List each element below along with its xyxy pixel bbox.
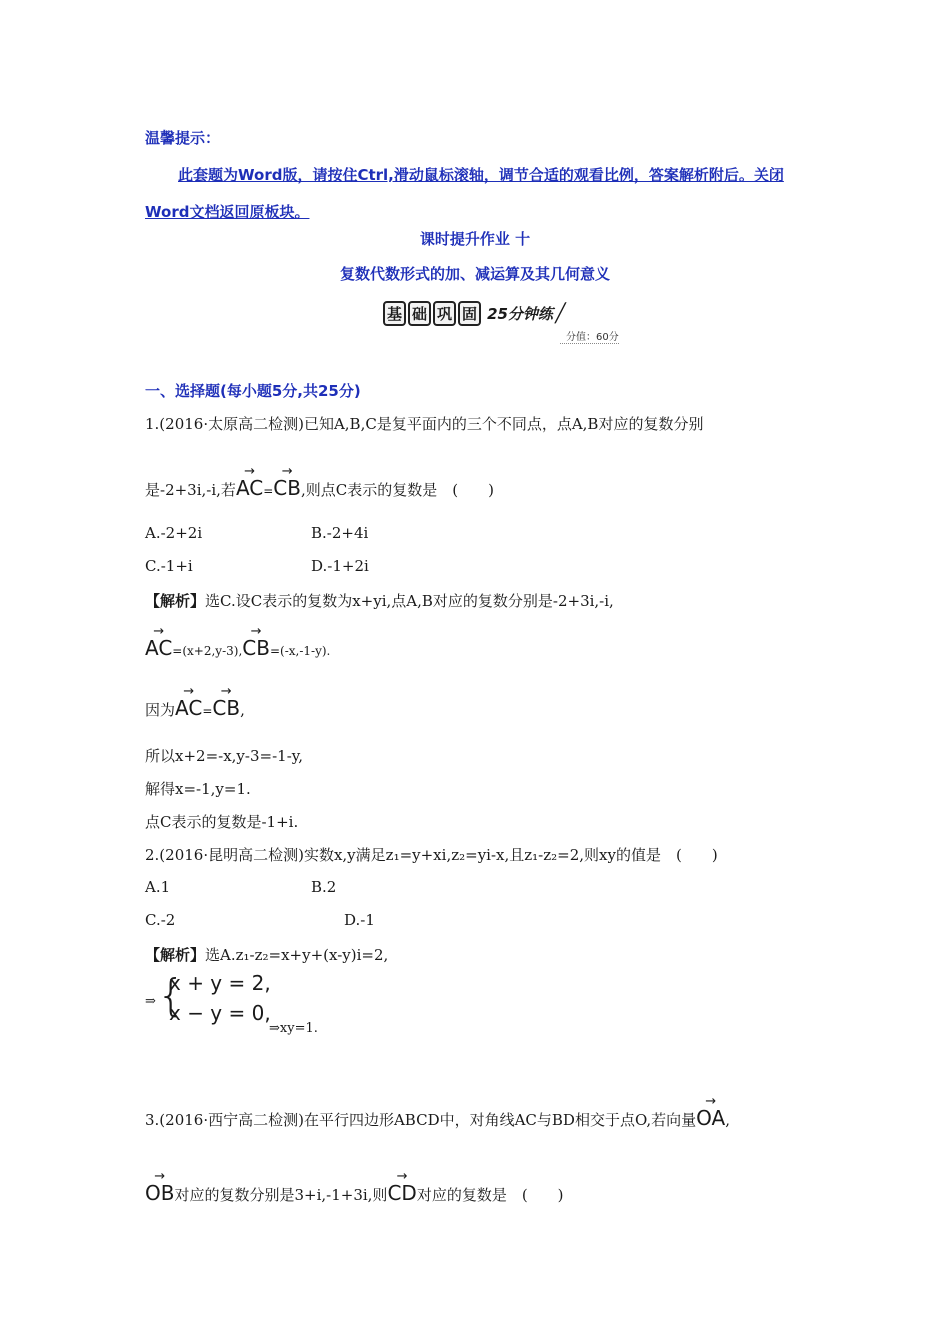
q1-solution-line4: 所以x+2=-x,y-3=-1-y, [145,747,304,765]
q1-comma: , [240,701,245,719]
homework-title: 课时提升作业 十 [419,230,531,248]
q1-stem-pre: 是-2+3i,-i,若 [145,481,236,499]
banner-stamp: 础 [408,301,431,326]
banner-stamp: 固 [458,301,481,326]
q2-solution-text: 选A.z₁-z₂=x+y+(x-y)i=2, [205,946,389,964]
vector-ac: → AC [236,478,263,498]
q3-stem-post: 对应的复数是 ( ) [416,1186,564,1204]
banner-text: 25分钟练 [487,304,553,323]
pen-icon: ╱ [554,302,566,324]
q1-solution-line1 [145,590,614,611]
q2-option-b: B.2 [311,878,337,896]
section-banner [383,300,566,326]
brace-icon: { [157,970,185,1021]
vector-cb: → CB [242,638,270,658]
q1-ac-coords: =(x+2,y-3), [172,644,243,658]
tip-body[interactable]: 此套题为Word版，请按住Ctrl,滑动鼠标滚轴，调节合适的观看比例，答案解析附后。关闭Word文档返回原板块。 [145,166,784,221]
vector-ob: → OB [145,1183,174,1203]
equation-1: x + y = 2, [169,971,271,995]
q1-stem-post: ,则点C表示的复数是 ( ) [300,481,494,499]
equals-sign: = [263,484,274,498]
section-heading: 一、选择题(每小题5分,共25分) [145,382,361,400]
q1-option-a: A.-2+2i [145,524,203,542]
tip-heading: 温馨提示： [145,129,221,147]
q2-option-d: D.-1 [344,911,375,929]
vector-oa: → OA [696,1108,725,1128]
vector-cb: → CB [273,478,301,498]
equation-2: x − y = 0, [169,1001,271,1025]
score-label: 分值：60分 [560,328,619,344]
q3-stem-text: 3.(2016·西宁高二检测)在平行四边形ABCD中，对角线AC与BD相交于点O,若向量 [145,1111,697,1129]
vector-cb: → CB [212,698,240,718]
vector-ac: → AC [175,698,202,718]
vector-cd: → CD [387,1183,416,1203]
q2-stem: 2.(2016·昆明高二检测)实数x,y满足z₁=y+xi,z₂=yi-x,且z₁-z₂=2,则xy的值是 ( ) [145,846,718,864]
q1-option-d: D.-1+2i [311,557,369,575]
q2-option-c: C.-2 [145,911,176,929]
vector-ac: → AC [145,638,172,658]
solution-tag: 【解析】 [145,592,206,610]
banner-stamp: 巩 [433,301,456,326]
q1-because: 因为 [145,701,176,719]
q1-solution-text: 选C.设C表示的复数为x+yi,点A,B对应的复数分别是-2+3i,-i, [205,592,614,610]
q3-comma: , [725,1111,731,1129]
q2-solution-line1 [145,944,388,965]
q1-solution-line2 [145,638,330,659]
q3-stem-line1 [145,1108,730,1130]
q1-stem-line2 [145,478,494,500]
implies-arrow: ⇒ [145,994,156,1009]
q1-solution-line6: 点C表示的复数是-1+i. [145,813,299,831]
solution-tag: 【解析】 [145,946,206,964]
q1-cb-coords: =(-x,-1-y). [269,644,331,658]
q3-stem-mid: 对应的复数分别是3+i,-1+3i,则 [174,1186,388,1204]
banner-stamp: 基 [383,301,406,326]
q1-option-b: B.-2+4i [311,524,369,542]
equals-sign: = [202,704,213,718]
q1-solution-line5: 解得x=-1,y=1. [145,780,251,798]
lesson-title: 复数代数形式的加、减运算及其几何意义 [339,265,610,283]
q3-stem-line2 [145,1183,564,1205]
q1-solution-line3 [145,698,245,720]
q1-option-c: C.-1+i [145,557,193,575]
q2-option-a: A.1 [145,878,171,896]
q2-result: ⇒xy=1. [269,1021,318,1036]
q1-stem-line1: 1.(2016·太原高二检测)已知A,B,C是复平面内的三个不同点，点A,B对应的复数分别 [145,415,704,433]
